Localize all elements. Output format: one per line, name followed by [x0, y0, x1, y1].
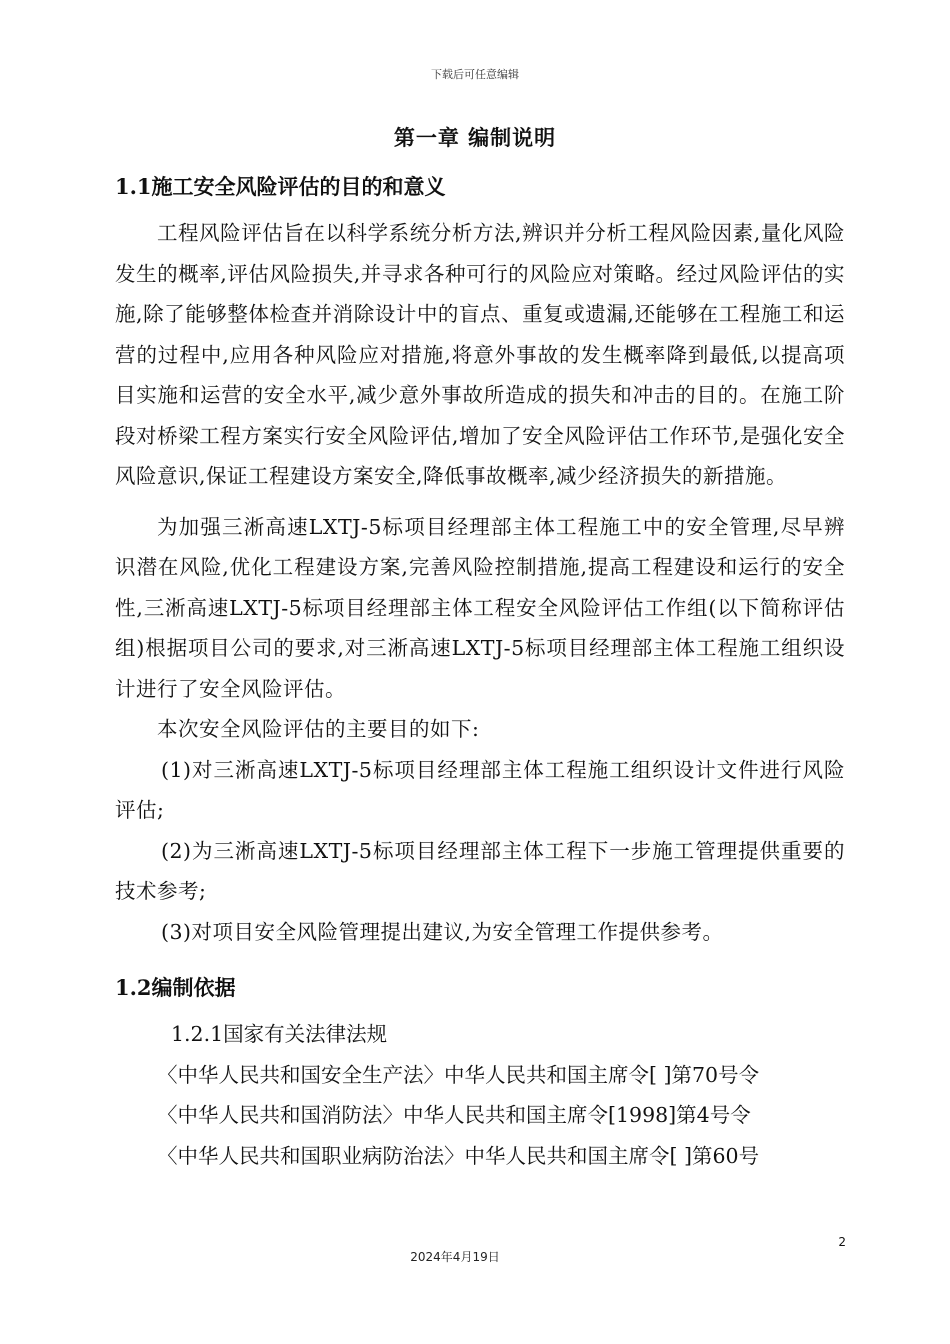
- law-item: 〈中华人民共和国安全生产法〉中华人民共和国主席令[ ]第70号令: [157, 1062, 760, 1087]
- list-item: (3)对项目安全风险管理提出建议,为安全管理工作提供参考。: [161, 919, 724, 944]
- footer-date: 2024年4月19日: [410, 1250, 500, 1264]
- list-item: (2)为三淅高速LXTJ-5标项目经理部主体工程下一步施工管理提供重要的技术参考;: [115, 838, 845, 903]
- law-item: 〈中华人民共和国消防法〉中华人民共和国主席令[1998]第4号令: [157, 1103, 751, 1127]
- page-number: 2: [838, 1235, 846, 1249]
- paragraph: 工程风险评估旨在以科学系统分析方法,辨识并分析工程风险因素,量化风险发生的概率,评估风险损失,并寻求各种可行的风险应对策略。经过风险评估的实施,除了能够整体检查并消除设计中的盲点、重复或遗漏,还能够在工程施工和运营的过程中,应用各种风险应对措施,将意外事故的发生概率降到最低,以提高项目实施和运营的安全水平,减少意外事故所造成的损失和冲击的目的。在施工阶段对桥梁工程方案实行安全风险评估,增加了安全风险评估工作环节,是强化安全风险意识,保证工程建设方案安全,降低事故概率,减少经济损失的新措施。: [115, 221, 845, 488]
- subsection-title-1-2-1: 1.2.1国家有关法律法规: [171, 1022, 388, 1046]
- paragraph: 为加强三淅高速LXTJ-5标项目经理部主体工程施工中的安全管理,尽早辨识潜在风险,优化工程建设方案,完善风险控制措施,提高工程建设和运行的安全性,三淅高速LXTJ-5标项目经理部主体工程安全风险评估工作组(以下简称评估组)根据项目公司的要求,对三淅高速LXTJ-5标项目经理部主体工程施工组织设计进行了安全风险评估。: [115, 514, 845, 701]
- header-note: 下载后可任意编辑: [431, 68, 519, 81]
- section-title-1-1: 1.1施工安全风险评估的目的和意义: [115, 174, 446, 199]
- list-item: (1)对三淅高速LXTJ-5标项目经理部主体工程施工组织设计文件进行风险评估;: [115, 757, 845, 822]
- law-item: 〈中华人民共和国职业病防治法〉中华人民共和国主席令[ ]第60号: [157, 1143, 760, 1168]
- section-title-1-2: 1.2编制依据: [115, 975, 236, 1000]
- paragraph: 本次安全风险评估的主要目的如下:: [157, 717, 480, 741]
- document-body: [115, 165, 845, 1176]
- chapter-title: 第一章 编制说明: [393, 125, 557, 150]
